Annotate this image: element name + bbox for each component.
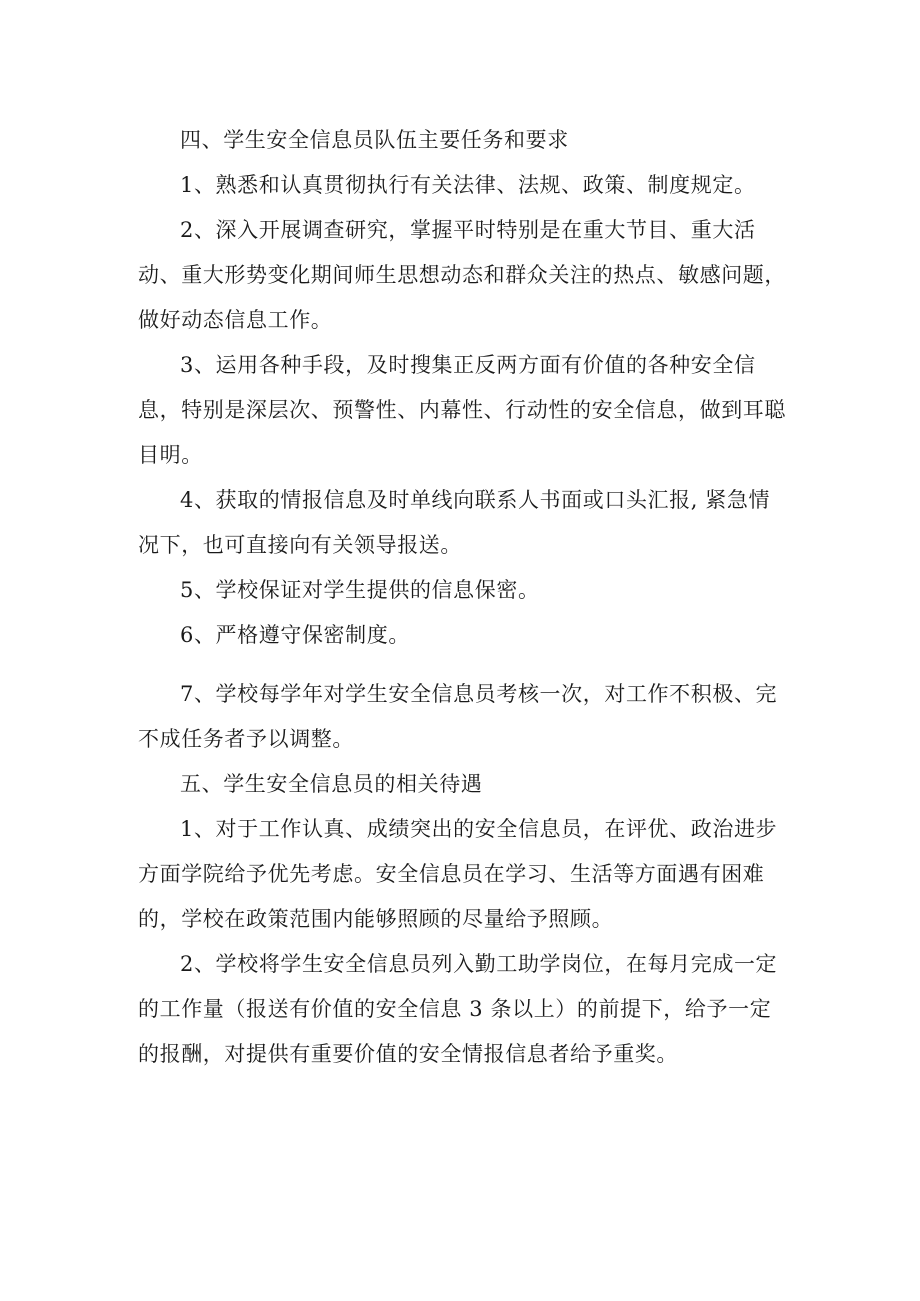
paragraph-item-4: 4、获取的情报信息及时单线向联系人书面或口头汇报, 紧急情况下，也可直接向有关领导报送。	[138, 488, 771, 557]
paragraph-item-5: 5、学校保证对学生提供的信息保密。	[180, 578, 540, 602]
section-heading-five: 五、学生安全信息员的相关待遇	[180, 772, 483, 796]
paragraph-benefit-2: 2、学校将学生安全信息员列入勤工助学岗位，在每月完成一定的工作量（报送有价值的安全信息 3 条以上）的前提下，给予一定的报酬，对提供有重要价值的安全情报信息者给予重奖。	[138, 952, 778, 1066]
document-body	[138, 118, 790, 1077]
section-heading-four: 四、学生安全信息员队伍主要任务和要求	[180, 128, 569, 152]
paragraph-item-6: 6、严格遵守保密制度。	[180, 623, 410, 647]
paragraph-benefit-1: 1、对于工作认真、成绩突出的安全信息员，在评优、政治进步方面学院给予优先考虑。安全信息员在学习、生活等方面遇有困难的，学校在政策范围内能够照顾的尽量给予照顾。	[138, 817, 778, 931]
paragraph-item-7: 7、学校每学年对学生安全信息员考核一次，对工作不积极、完不成任务者予以调整。	[138, 682, 778, 751]
paragraph-item-1: 1、熟悉和认真贯彻执行有关法律、法规、政策、制度规定。	[180, 173, 756, 197]
paragraph-item-3: 3、运用各种手段，及时搜集正反两方面有价值的各种安全信息，特别是深层次、预警性、内幕性、行动性的安全信息，做到耳聪目明。	[138, 353, 786, 467]
paragraph-item-2: 2、深入开展调查研究，掌握平时特别是在重大节目、重大活动、重大形势变化期间师生思想动态和群众关注的热点、敏感问题，做好动态信息工作。	[138, 218, 786, 332]
